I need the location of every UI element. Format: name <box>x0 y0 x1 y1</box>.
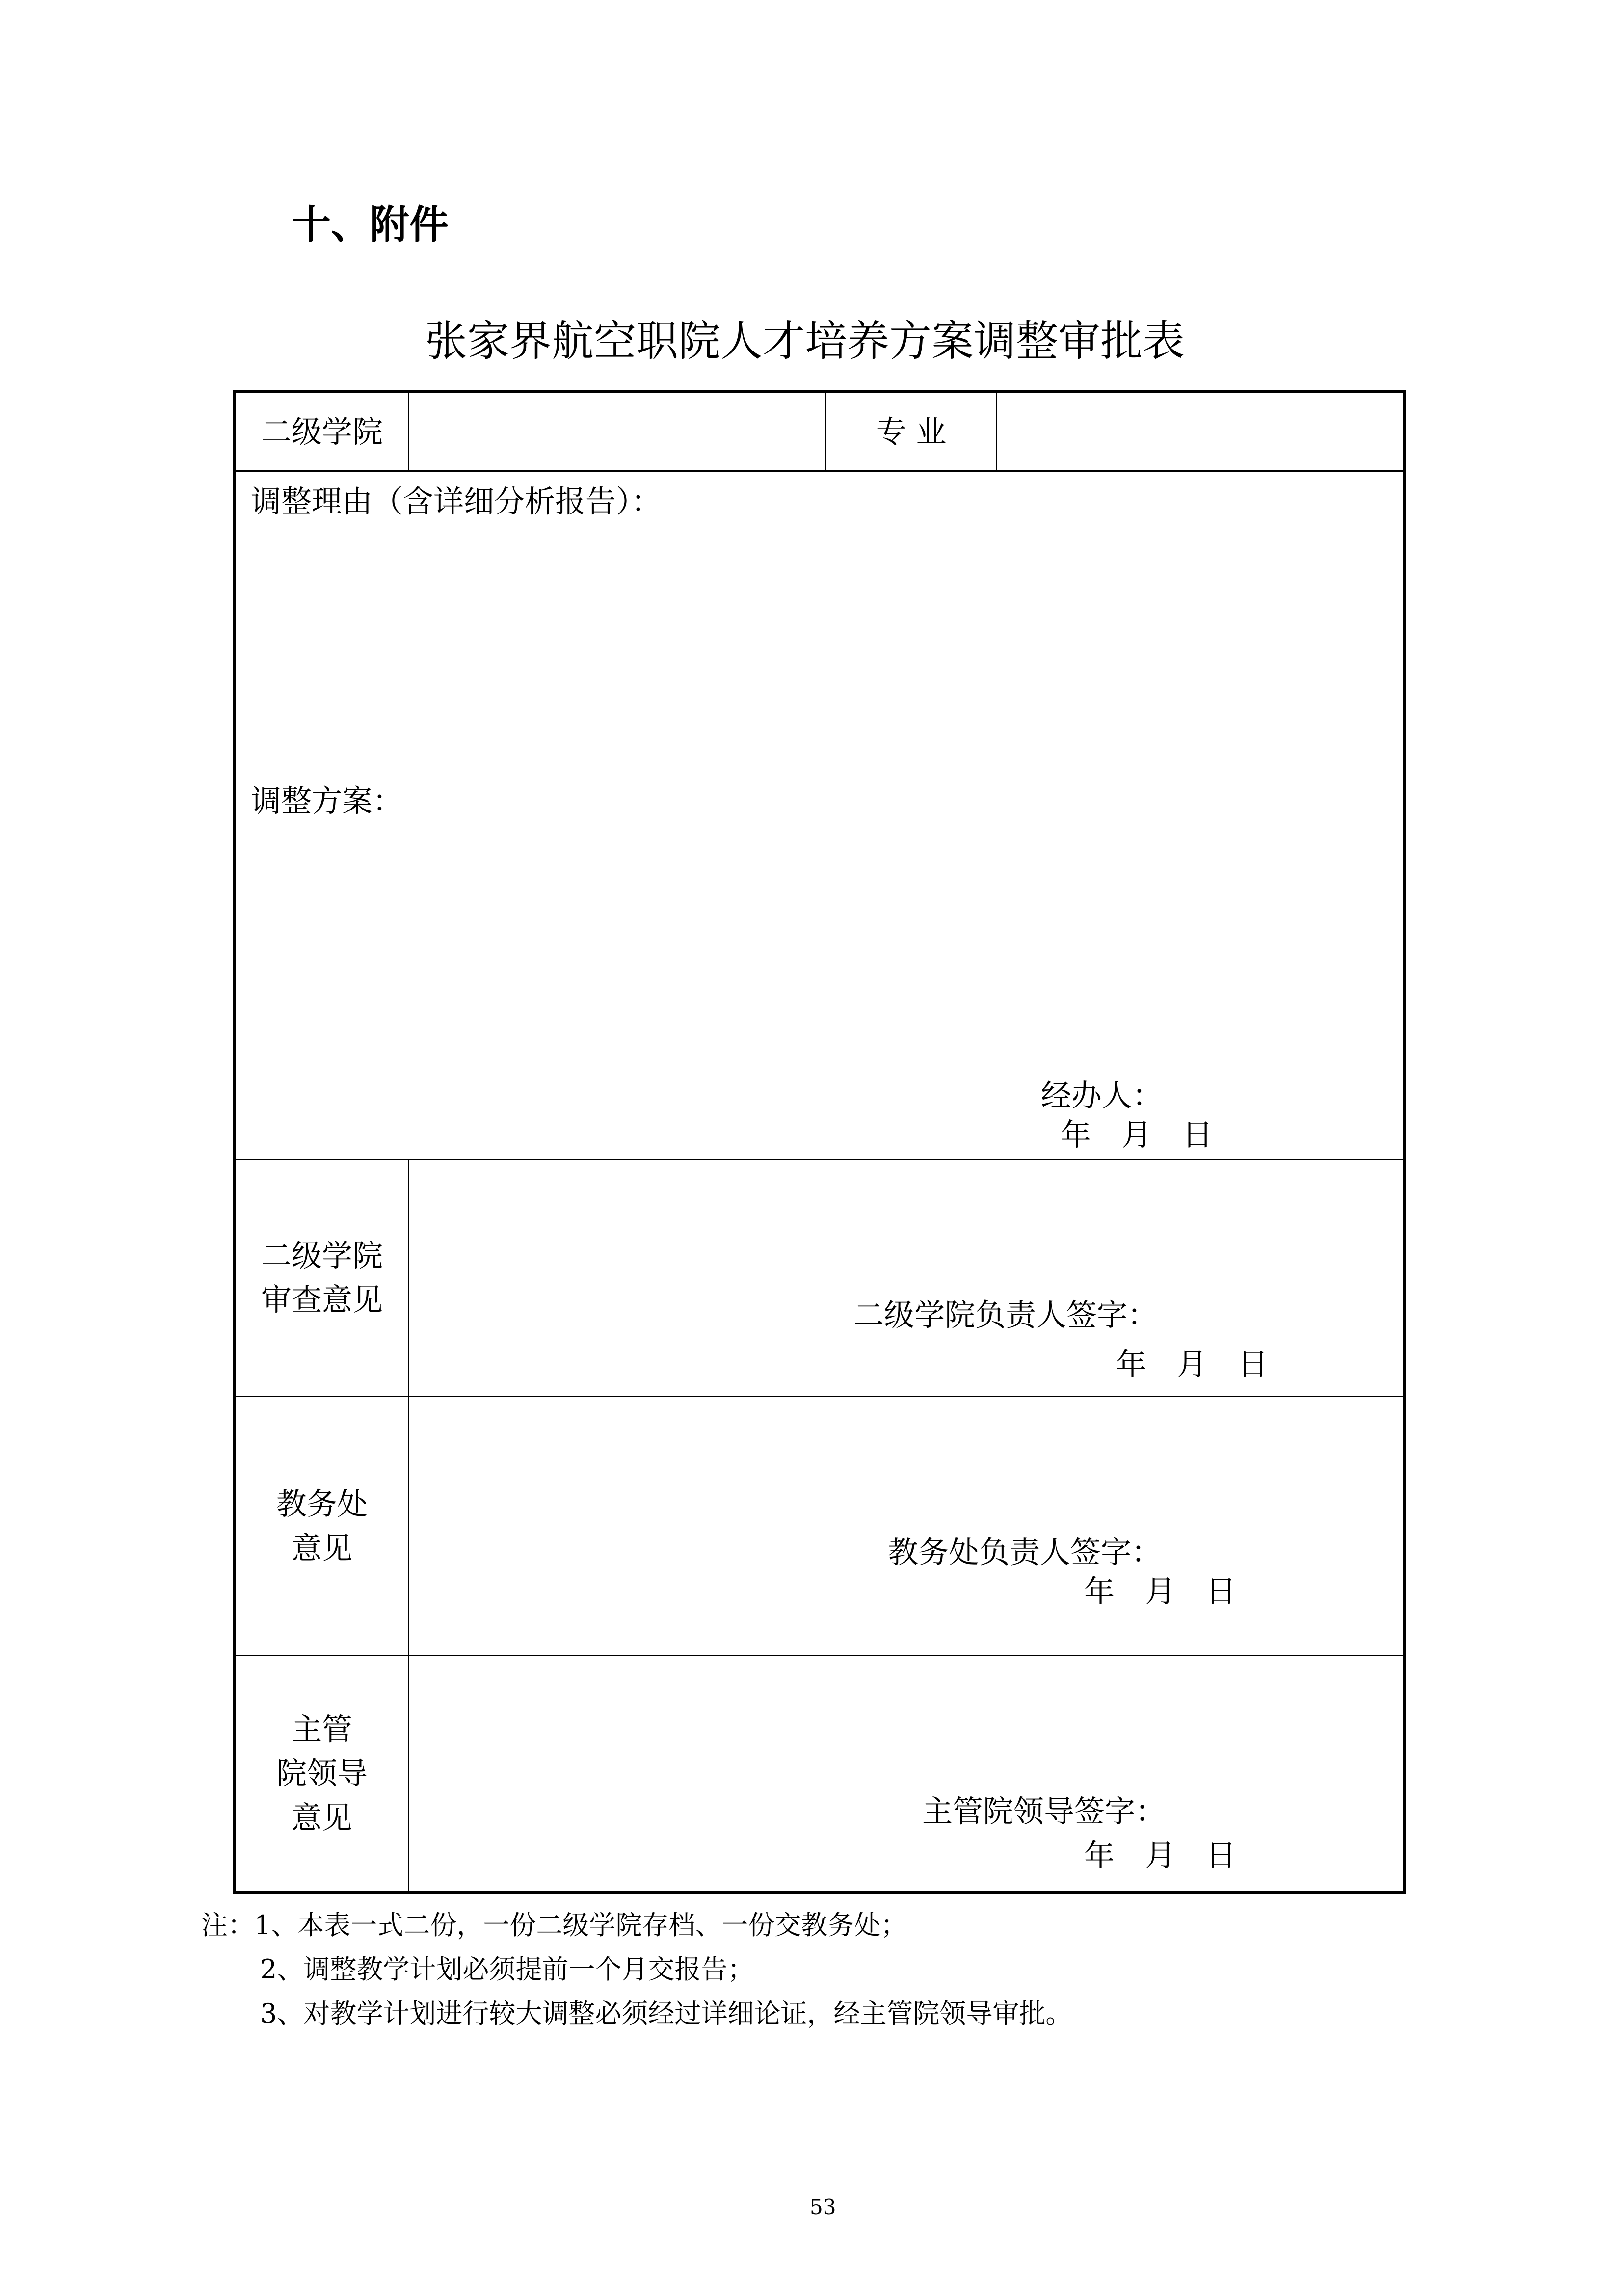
college-review-field[interactable] <box>409 1160 1405 1397</box>
academic-affairs-label-line2: 意见 <box>291 1530 352 1566</box>
academic-affairs-row <box>235 1397 1405 1656</box>
leader-label-line1: 主管 <box>291 1711 352 1748</box>
college-review-label-line2: 审查意见 <box>261 1282 383 1318</box>
academic-affairs-date: 年 月 日 <box>1084 1573 1237 1609</box>
college-review-label <box>235 1160 409 1397</box>
page-number: 53 <box>810 2195 836 2219</box>
college-label: 二级学院 <box>235 392 409 471</box>
leader-label <box>235 1656 409 1893</box>
approval-form-table <box>233 390 1406 1894</box>
leader-label-line3: 意见 <box>291 1799 352 1836</box>
major-value-field[interactable] <box>997 392 1405 471</box>
reason-label: 调整理由（含详细分析报告）： <box>251 484 662 519</box>
header-row <box>235 392 1405 471</box>
note-line-1: 注：1、本表一式二份，一份二级学院存档、一份交教务处； <box>201 1910 907 1941</box>
handler-date: 年 月 日 <box>1061 1117 1213 1153</box>
college-review-signature: 二级学院负责人签字： <box>853 1297 1158 1333</box>
form-title: 张家界航空职院人才培养方案调整审批表 <box>425 317 1185 366</box>
leader-signature: 主管院领导签字： <box>922 1793 1166 1829</box>
college-review-date: 年 月 日 <box>1116 1346 1269 1382</box>
academic-affairs-signature: 教务处负责人签字： <box>888 1534 1162 1570</box>
adjustment-content-field[interactable] <box>235 471 1405 1160</box>
handler-label: 经办人： <box>1041 1078 1163 1113</box>
adjustment-row <box>235 471 1405 1160</box>
major-label: 专 业 <box>826 392 997 471</box>
plan-label: 调整方案： <box>251 783 403 819</box>
note-line-3: 3、对教学计划进行较大调整必须经过详细论证，经主管院领导审批。 <box>260 1998 1072 2029</box>
college-review-label-line1: 二级学院 <box>261 1238 383 1274</box>
leader-field[interactable] <box>409 1656 1405 1893</box>
academic-affairs-label <box>235 1397 409 1656</box>
leader-date: 年 月 日 <box>1084 1837 1237 1873</box>
college-review-row <box>235 1160 1405 1397</box>
college-value-field[interactable] <box>409 392 826 471</box>
academic-affairs-field[interactable] <box>409 1397 1405 1656</box>
leader-row <box>235 1656 1405 1893</box>
leader-label-line2: 院领导 <box>276 1756 368 1792</box>
academic-affairs-label-line1: 教务处 <box>276 1486 368 1522</box>
note-line-2: 2、调整教学计划必须提前一个月交报告； <box>260 1954 754 1985</box>
section-heading: 十、附件 <box>292 202 449 247</box>
